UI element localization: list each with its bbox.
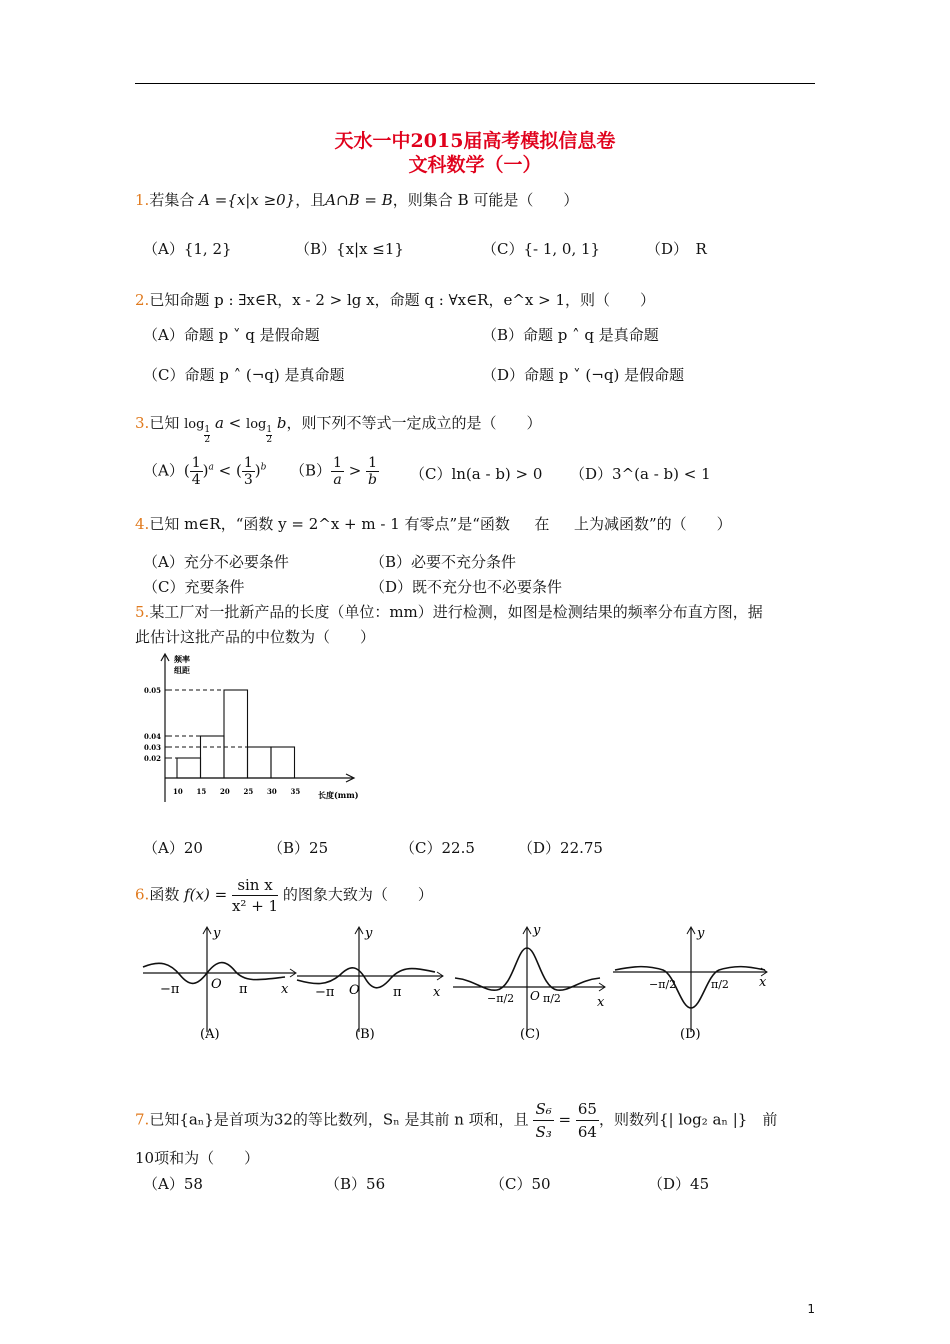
x-tick-label: 15 [196, 787, 207, 796]
svg-text:π: π [393, 985, 402, 1000]
histogram-bar [177, 758, 201, 778]
svg-text:O: O [530, 989, 540, 1003]
question-1-stem: 1.若集合 A ={x|x ≥0}，且A∩B = B，则集合 B 可能是（ ） [135, 191, 579, 209]
question-number: 4. [135, 515, 150, 533]
question-6-stem: 6.函数 f(x) = $\frac{\text{sin x}}{\text{x² + 1}}$ 的图象大致为（ ） [135, 876, 433, 915]
graph-d [613, 926, 767, 1042]
log-base: $\frac{1}{2}$ [266, 425, 273, 445]
question-4-stem: 4.已知 m∈R，“函数 y = 2^x + m - 1 有零点”是“函数 在 上为减函数”的（ ） [135, 515, 732, 533]
option-b: （B）25 [268, 839, 329, 857]
option-c: （C）充要条件 [143, 578, 245, 596]
svg-text:−π/2: −π/2 [649, 978, 677, 991]
option-c: （C）22.5 [400, 839, 475, 857]
svg-text:x: x [759, 975, 767, 990]
svg-text:−π: −π [315, 985, 335, 1000]
x-tick-label: 30 [267, 787, 277, 796]
histogram-bar [248, 747, 272, 778]
svg-text:−π/2: −π/2 [487, 992, 515, 1005]
svg-text:O: O [349, 983, 360, 998]
option-d: （D）3^(a - b) < 1 [570, 465, 711, 483]
histogram-bar [201, 736, 225, 778]
svg-text:π/2: π/2 [711, 978, 729, 991]
option-b: （B）{x|x ≤1} [295, 240, 404, 258]
option-d: （D）命题 p ˅ (¬q) 是假命题 [482, 366, 685, 384]
graph-label: (D) [680, 1027, 701, 1042]
x-tick-label: 25 [243, 787, 254, 796]
question-2-stem: 2.已知命题 p : ∃x∈R，x - 2 > lg x，命题 q : ∀x∈R，e^x > 1，则（ ） [135, 291, 656, 309]
option-d: （D）45 [648, 1175, 710, 1193]
y-tick-label: 0.05 [144, 686, 162, 695]
svg-text:y: y [365, 926, 373, 941]
question-number: 5. [135, 603, 150, 621]
y-tick-label: 0.04 [144, 732, 162, 741]
svg-text:x: x [433, 985, 441, 1000]
option-d: （D）22.75 [518, 839, 603, 857]
page-number: 1 [807, 1302, 815, 1316]
svg-text:y: y [697, 926, 705, 941]
histogram-bar [271, 747, 295, 778]
svg-text:−π: −π [160, 982, 180, 997]
option-a: （A）58 [143, 1175, 203, 1193]
graph-label: (C) [520, 1027, 541, 1042]
svg-text:π: π [239, 982, 248, 997]
x-tick-label: 10 [173, 787, 183, 796]
svg-text:y: y [213, 926, 221, 941]
y-tick-label: 0.02 [144, 754, 162, 763]
paper-title: 天水一中2015届高考模拟信息卷 [334, 130, 616, 152]
option-d: （D） R [646, 240, 707, 258]
histogram-bar [224, 690, 248, 778]
y-axis-label-bottom: 组距 [174, 665, 190, 675]
function-fraction: $\frac{\text{sin x}}{\text{x² + 1}}$ [231, 876, 279, 915]
question-number: 1. [135, 191, 150, 209]
option-a: （A）20 [143, 839, 203, 857]
paper-subtitle: 文科数学（一） [408, 154, 542, 176]
graph-c [453, 923, 605, 1042]
x-tick-label: 20 [220, 787, 230, 796]
option-a: （A）充分不必要条件 [143, 553, 289, 571]
question-number: 3. [135, 414, 150, 432]
graph-a [143, 926, 296, 1042]
option-c: （C）命题 p ˄ (¬q) 是真命题 [143, 366, 345, 384]
y-tick-label: 0.03 [144, 743, 162, 752]
question-number: 2. [135, 291, 150, 309]
option-a: （A）( $\frac{1}{4}$ )$^a$ < ( $\frac{1}{3}$ )$^b$ [143, 455, 267, 488]
x-tick-label: 35 [290, 787, 301, 796]
header-rule [135, 83, 815, 84]
question-number: 6. [135, 885, 150, 904]
question-7-stem: 7.已知{aₙ}是首项为32的等比数列，Sₙ 是其前 n 项和，且 $\frac{\text{S₆}}{\text{S₃}}$ = $\frac{65}{64}$ ，则数列{| log₂ aₙ |} 前 [135, 1100, 778, 1141]
svg-text:O: O [211, 977, 222, 992]
question-3-stem: 3.已知 log $\frac{1}{2}$ a < log $\frac{1}{2}$ b，则下列不等式一定成立的是（ ） [135, 414, 542, 445]
option-b: （B）56 [325, 1175, 386, 1193]
graph-label: (B) [355, 1027, 375, 1042]
option-b: （B） $\frac{1}{a}$ > $\frac{1}{b}$ [290, 455, 377, 488]
option-c: （C）{- 1, 0, 1} [482, 240, 601, 258]
option-c: （C）ln(a - b) > 0 [410, 465, 543, 483]
x-axis-label: 长度(mm) [318, 790, 359, 800]
value-fraction: $\frac{65}{64}$ [577, 1100, 597, 1141]
svg-text:x: x [597, 995, 605, 1010]
function-graphs [135, 920, 785, 1050]
question-5-stem-line2: 此估计这批产品的中位数为（ ） [135, 628, 376, 646]
option-c: （C）50 [490, 1175, 551, 1193]
graph-label: (A) [200, 1027, 220, 1042]
question-7-stem-line2: 10项和为（ ） [135, 1149, 260, 1167]
question-number: 7. [135, 1110, 150, 1129]
question-5-stem: 5.某工厂对一批新产品的长度（单位：mm）进行检测，如图是检测结果的频率分布直方图，据 [135, 603, 763, 621]
option-a: （A）{1, 2} [143, 240, 232, 258]
ratio-fraction: $\frac{\text{S₆}}{\text{S₃}}$ [535, 1100, 552, 1141]
svg-text:y: y [533, 923, 541, 938]
y-axis-label-top: 频率 [174, 654, 190, 664]
option-a: （A）命题 p ˅ q 是假命题 [143, 326, 320, 344]
frequency-histogram [140, 650, 380, 810]
option-d: （D）既不充分也不必要条件 [370, 578, 563, 596]
graph-b [297, 926, 443, 1042]
svg-text:x: x [281, 982, 289, 997]
option-b: （B）命题 p ˄ q 是真命题 [482, 326, 659, 344]
svg-text:π/2: π/2 [543, 992, 561, 1005]
option-b: （B）必要不充分条件 [370, 553, 517, 571]
log-base: $\frac{1}{2}$ [204, 425, 211, 445]
